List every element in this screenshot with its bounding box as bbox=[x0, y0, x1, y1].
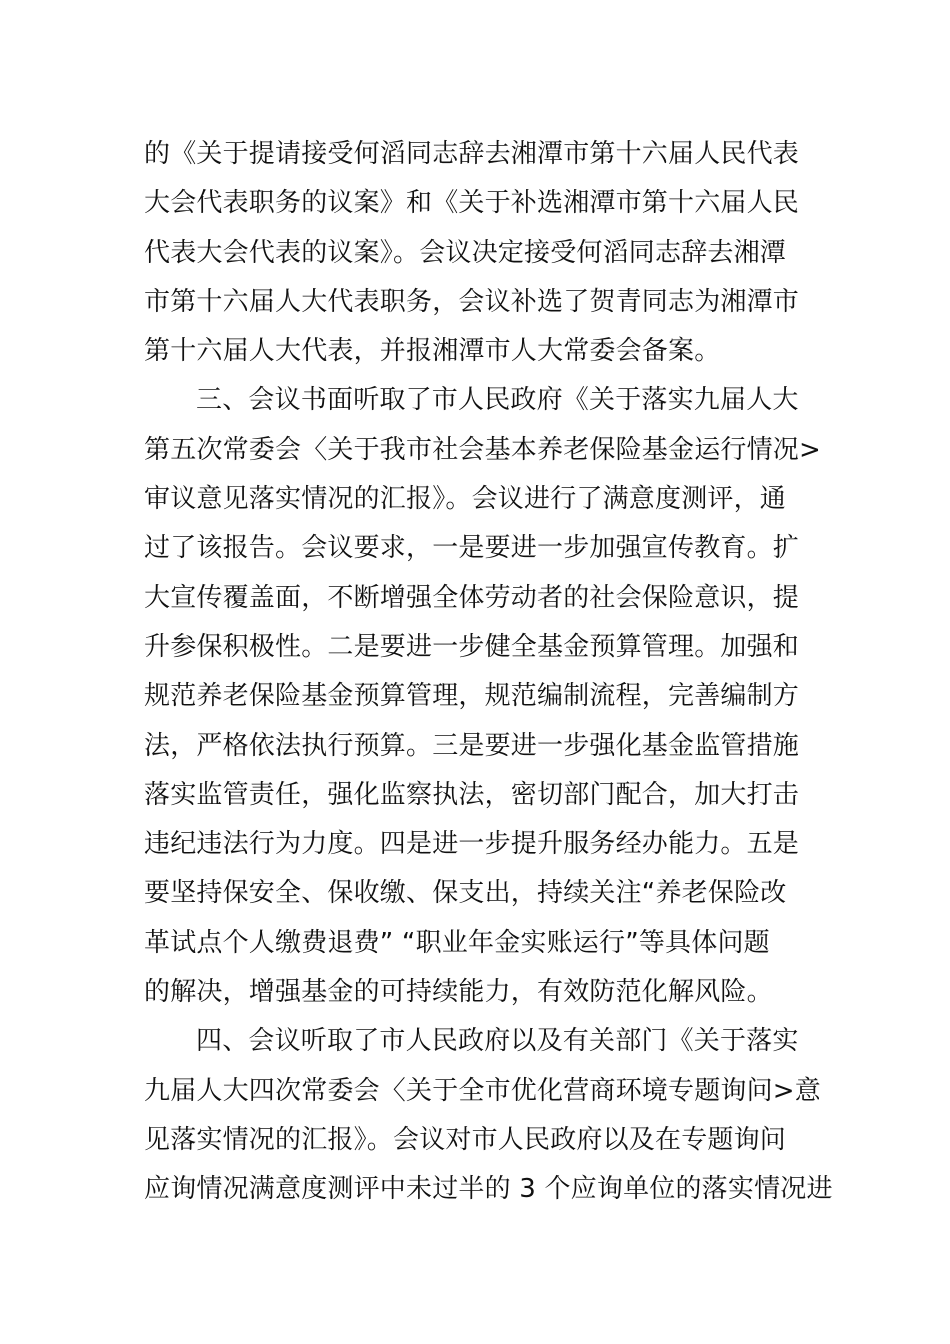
text-line: 见落实情况的汇报》。会议对市人民政府以及在专题询问 bbox=[144, 1124, 787, 1155]
text-line: 革试点个人缴费退费” “职业年金实账运行”等具体问题 bbox=[144, 927, 770, 958]
text-line: 大会代表职务的议案》和《关于补选湘潭市第十六届人民 bbox=[144, 188, 800, 219]
paragraph-start-line: 四、会议听取了市人民政府以及有关部门《关于落实 bbox=[196, 1026, 799, 1057]
document-body bbox=[144, 130, 833, 1215]
text-line: 的《关于提请接受何滔同志辞去湘潭市第十六届人民代表 bbox=[144, 139, 800, 169]
text-line: 的解决，增强基金的可持续能力，有效防范化解风险。 bbox=[144, 977, 773, 1008]
text-line: 规范养老保险基金预算管理，规范编制流程，完善编制方 bbox=[144, 681, 800, 712]
text-line: 法，严格依法执行预算。三是要进一步强化基金监管措施 bbox=[144, 730, 800, 761]
text-line: 市第十六届人大代表职务，会议补选了贺青同志为湘潭市 bbox=[144, 286, 800, 317]
text-line: 升参保积极性。二是要进一步健全基金预算管理。加强和 bbox=[144, 631, 800, 662]
text-line: 过了该报告。会议要求，一是要进一步加强宣传教育。扩 bbox=[144, 533, 800, 564]
text-line: 第五次常委会〈关于我市社会基本养老保险基金运行情况> bbox=[144, 434, 821, 465]
text-line: 第十六届人大代表，并报湘潭市人大常委会备案。 bbox=[144, 336, 721, 367]
text-line: 违纪违法行为力度。四是进一步提升服务经办能力。五是 bbox=[144, 829, 800, 860]
text-line: 代表大会代表的议案》。会议决定接受何滔同志辞去湘潭 bbox=[144, 237, 787, 268]
text-line: 九届人大四次常委会〈关于全市优化营商环境专题询问>意 bbox=[144, 1075, 821, 1106]
text-line: 落实监管责任，强化监察执法，密切部门配合，加大打击 bbox=[144, 779, 800, 810]
text-line: 要坚持保安全、保收缴、保支出，持续关注“养老保险改 bbox=[144, 878, 787, 909]
text-line: 大宣传覆盖面，不断增强全体劳动者的社会保险意识，提 bbox=[144, 582, 800, 613]
paragraph-start-line: 三、会议书面听取了市人民政府《关于落实九届人大 bbox=[196, 385, 799, 416]
text-line: 应询情况满意度测评中未过半的 3 个应询单位的落实情况进 bbox=[144, 1174, 833, 1205]
text-line: 审议意见落实情况的汇报》。会议进行了满意度测评，通 bbox=[144, 484, 787, 515]
